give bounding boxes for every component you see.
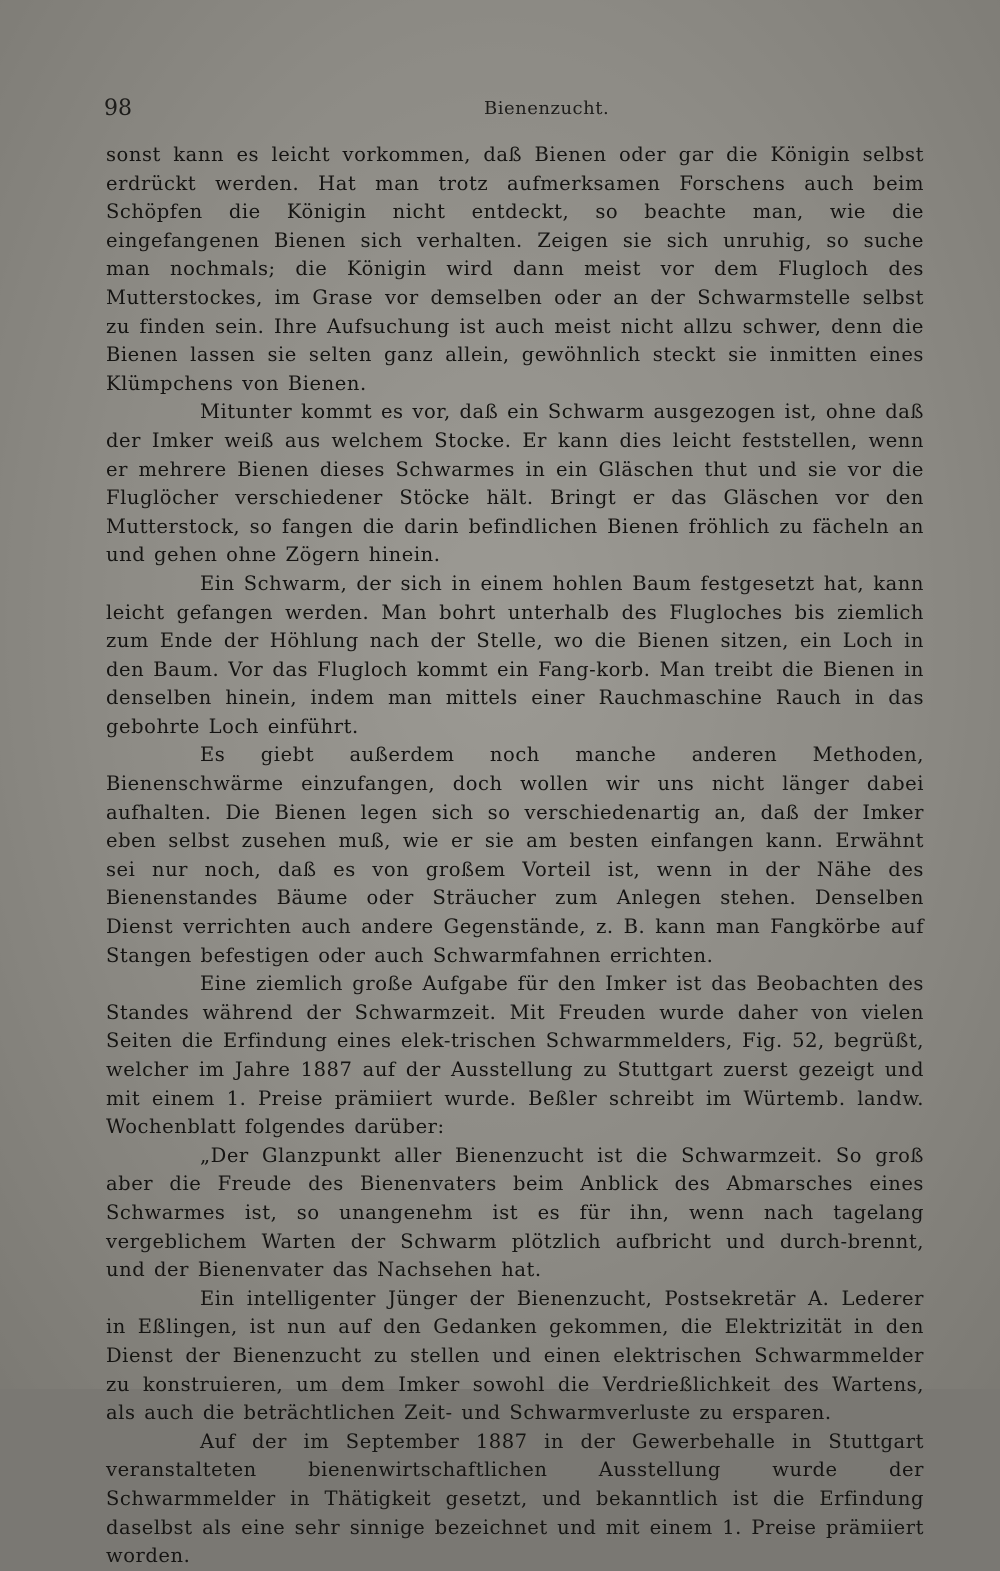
- running-head: [104, 96, 920, 126]
- paragraph-other-methods: Es giebt außerdem noch manche anderen Methoden, Bienenschwärme einzufangen, doch wollen wir uns nicht länger dabei aufhalten. Die Bienen legen sich so verschiedenartig an, daß der Imker eben selbst zusehen muß, wie er sie am besten einfangen kann. Erwähnt sei nur noch, daß es von großem Vorteil ist, wenn in der Nähe des Bienenstandes Bäume oder Sträucher zum Anlegen stehen. Denselben Dienst verrichten auch andere Gegenstände, z. B. kann man Fangkörbe auf Stangen befestigen oder auch Schwarmfahnen errichten.: [106, 743, 924, 967]
- body-text: [106, 141, 924, 1571]
- paragraph-hollow-tree: Ein Schwarm, der sich in einem hohlen Baum festgesetzt hat, kann leicht gefangen werden. Man bohrt unterhalb des Flugloches bis ziemlich zum Ende der Höhlung nach der Stelle, wo die Bienen sitzen, ein Loch in den Baum. Vor das Flugloch kommt ein Fang-korb. Man treibt die Bienen in denselben hinein, indem man mittels einer Rauchmaschine Rauch in das gebohrte Loch einführt.: [106, 571, 924, 738]
- paragraph-exhibition: Auf der im September 1887 in der Gewerbehalle in Stuttgart veranstalteten bienenwirtschaftlichen Ausstellung wurde der Schwarmmelder in Thätigkeit gesetzt, und bekanntlich ist die Erfindung daselbst als eine sehr sinnige bezeichnet und mit einem 1. Preise prämiiert worden.: [106, 1429, 924, 1568]
- paragraph-lederer: Ein intelligenter Jünger der Bienenzucht, Postsekretär A. Lederer in Eßlingen, ist nun auf den Gedanken gekommen, die Elektrizität in den Dienst der Bienenzucht zu stellen und einen elektrischen Schwarmmelder zu konstruieren, um dem Imker sowohl die Verdrießlichkeit des Wartens, als auch die beträchtlichen Zeit- und Schwarmverluste zu ersparen.: [106, 1286, 924, 1425]
- page-number: 98: [104, 96, 132, 121]
- paragraph-swarm-alarm: Eine ziemlich große Aufgabe für den Imker ist das Beobachten des Standes während der Schwarmzeit. Mit Freuden wurde daher von vielen Seiten die Erfindung eines elek-trischen Schwarmmelders, Fig. 52, begrüßt, welcher im Jahre 1887 auf der Ausstellung zu Stuttgart zuerst gezeigt und mit einem 1. Preise prämiiert wurde. Beßler schreibt im Würtemb. landw. Wochenblatt folgendes darüber:: [106, 972, 924, 1139]
- running-title: Bienenzucht.: [484, 98, 610, 119]
- paragraph-quote-swarm-time: „Der Glanzpunkt aller Bienenzucht ist die Schwarmzeit. So groß aber die Freude des Bienenvaters beim Anblick des Abmarsches eines Schwarmes ist, so unangenehm ist es für ihn, wenn nach tagelang vergeblichem Warten der Schwarm plötzlich aufbricht und durch-brennt, und der Bienenvater das Nachsehen hat.: [106, 1143, 924, 1282]
- paragraph-swarm-origin: Mitunter kommt es vor, daß ein Schwarm ausgezogen ist, ohne daß der Imker weiß aus welchem Stocke. Er kann dies leicht feststellen, wenn er mehrere Bienen dieses Schwarmes in ein Gläschen thut und sie vor die Fluglöcher verschiedener Stöcke hält. Bringt er das Gläschen vor den Mutterstock, so fangen die darin befindlichen Bienen fröhlich zu fächeln an und gehen ohne Zögern hinein.: [106, 400, 924, 567]
- paragraph-queen-search: sonst kann es leicht vorkommen, daß Bienen oder gar die Königin selbst erdrückt werden. Hat man trotz aufmerksamen Forschens auch beim Schöpfen die Königin nicht entdeckt, so beachte man, wie die eingefangenen Bienen sich verhalten. Zeigen sie sich unruhig, so suche man nochmals; die Königin wird dann meist vor dem Flugloch des Mutterstockes, im Grase vor demselben oder an der Schwarmstelle selbst zu finden sein. Ihre Aufsuchung ist auch meist nicht allzu schwer, denn die Bienen lassen sie selten ganz allein, gewöhnlich steckt sie inmitten eines Klümpchens von Bienen.: [106, 143, 924, 395]
